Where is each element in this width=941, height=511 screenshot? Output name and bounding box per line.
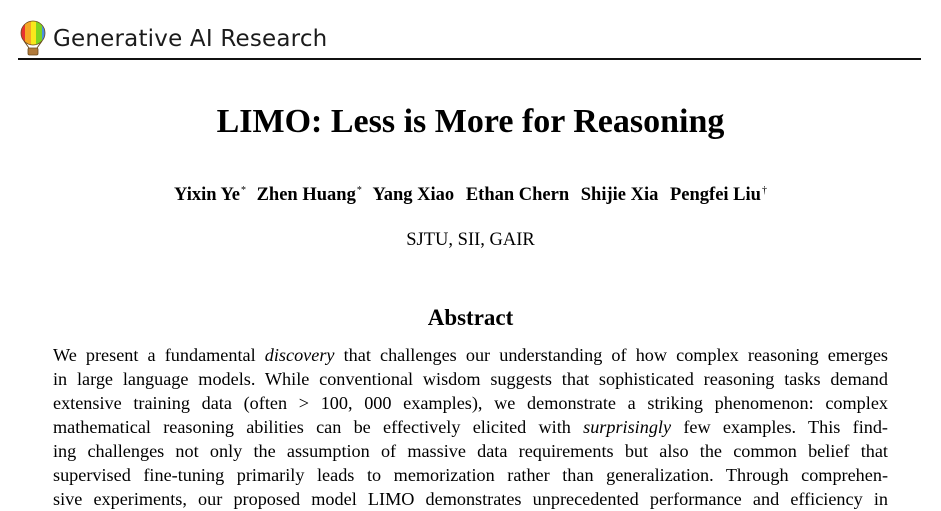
author: Pengfei Liu† xyxy=(670,184,767,205)
abstract-line: sive experiments, our proposed model LIMO demonstrates unprecedented performance and efficiency in xyxy=(53,489,888,509)
balloon-stripe xyxy=(25,20,31,50)
author: Ethan Chern xyxy=(465,185,570,205)
paper-title: LIMO: Less is More for Reasoning xyxy=(216,103,725,140)
abstract-heading: Abstract xyxy=(427,305,514,330)
author: Shijie Xia xyxy=(580,185,659,205)
hot-air-balloon-icon xyxy=(18,20,48,58)
author: Yixin Ye* xyxy=(174,184,246,205)
abstract-line: mathematical reasoning abilities can be effectively elicited with surprisingly few examples. This find- xyxy=(53,417,888,437)
org-name: Generative AI Research xyxy=(53,26,328,52)
author: Yang Xiao xyxy=(372,185,455,205)
author: Zhen Huang* xyxy=(256,184,362,205)
abstract-line: in large language models. While conventional wisdom suggests that sophisticated reasoning tasks demand xyxy=(53,369,888,389)
abstract-line: supervised fine-tuning primarily leads to memorization rather than generalization. Through comprehen- xyxy=(53,465,888,485)
abstract-line: ing challenges not only the assumption of massive data requirements but also the common belief that xyxy=(53,441,888,461)
page-header xyxy=(18,18,921,60)
abstract-line: extensive training data (often > 100, 000 examples), we demonstrate a striking phenomenon: complex xyxy=(53,393,888,413)
abstract-body xyxy=(53,343,888,511)
affiliation: SJTU, SII, GAIR xyxy=(406,230,535,250)
balloon-stripe xyxy=(31,20,36,50)
author-list xyxy=(0,183,941,207)
abstract-line: We present a fundamental discovery that challenges our understanding of how complex reasoning emerges xyxy=(53,345,888,365)
header-divider xyxy=(18,58,921,60)
